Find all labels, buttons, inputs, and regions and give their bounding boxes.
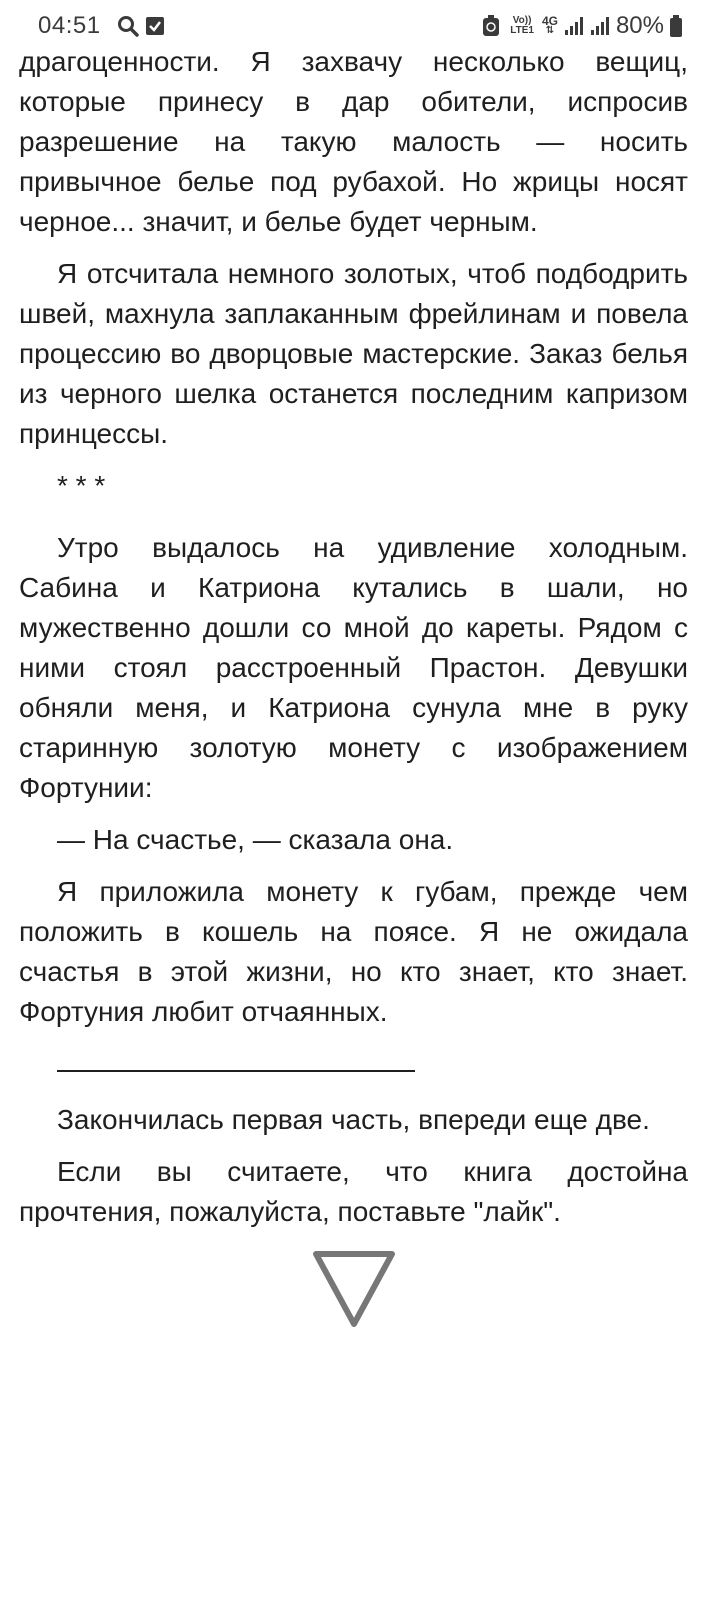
volte-label: Vo)): [512, 15, 532, 26]
volte-indicator: [510, 16, 534, 36]
battery-icon: [670, 15, 682, 37]
scene-break: * * *: [57, 470, 106, 501]
paragraph: Закончилась первая часть, впереди еще две.: [57, 1104, 650, 1135]
network-type: [542, 16, 558, 36]
status-right: [476, 12, 682, 40]
paragraph: Я отсчитала немного золотых, чтоб подбодрить швей, махнула заплаканным фрейлинам и повела процессию во дворцовые мастерские. Заказ белья из черного шелка останется последним капризом принцессы.: [19, 258, 688, 449]
recycle-icon: [482, 15, 500, 37]
next-chapter-button[interactable]: [310, 1248, 398, 1332]
search-icon: [117, 15, 139, 37]
book-text: [19, 42, 688, 1244]
signal-icon: [564, 16, 584, 36]
network-type-label: 4G: [541, 14, 558, 28]
paragraph: Утро выдалось на удивление холодным. Сабина и Катриона кутались в шали, но мужественно дошли со мной до кареты. Рядом с ними стоял расстроенный Прастон. Девушки обняли меня, и Катриона сунула мне в руку старинную золотую монету с изображением Фортунии:: [19, 532, 688, 803]
paragraph: Я приложила монету к губам, прежде чем положить в кошель на поясе. Я не ожидала счастья в этой жизни, но кто знает, кто знает. Фортуния любит отчаянных.: [19, 876, 688, 1027]
lte-label: LTE1: [510, 25, 534, 36]
status-time: 04:51: [38, 12, 101, 39]
divider-line: [57, 1046, 415, 1072]
paragraph: драгоценности. Я захвачу несколько вещиц, которые принесу в дар обители, испросив разрешение на такую малость — носить привычное белье под рубахой. Но жрицы носят черное... значит, и белье будет черным.: [19, 46, 688, 237]
status-left: [38, 12, 165, 40]
paragraph: Если вы считаете, что книга достойна прочтения, пожалуйста, поставьте "лайк".: [19, 1156, 688, 1227]
paragraph: — На счастье, — сказала она.: [57, 824, 454, 855]
battery-percent: 80%: [615, 12, 664, 39]
signal-icon: [590, 16, 610, 36]
data-arrows-icon: ⇅: [545, 25, 555, 36]
triangle-down-icon: [310, 1248, 398, 1332]
checkbox-icon: [145, 16, 165, 36]
